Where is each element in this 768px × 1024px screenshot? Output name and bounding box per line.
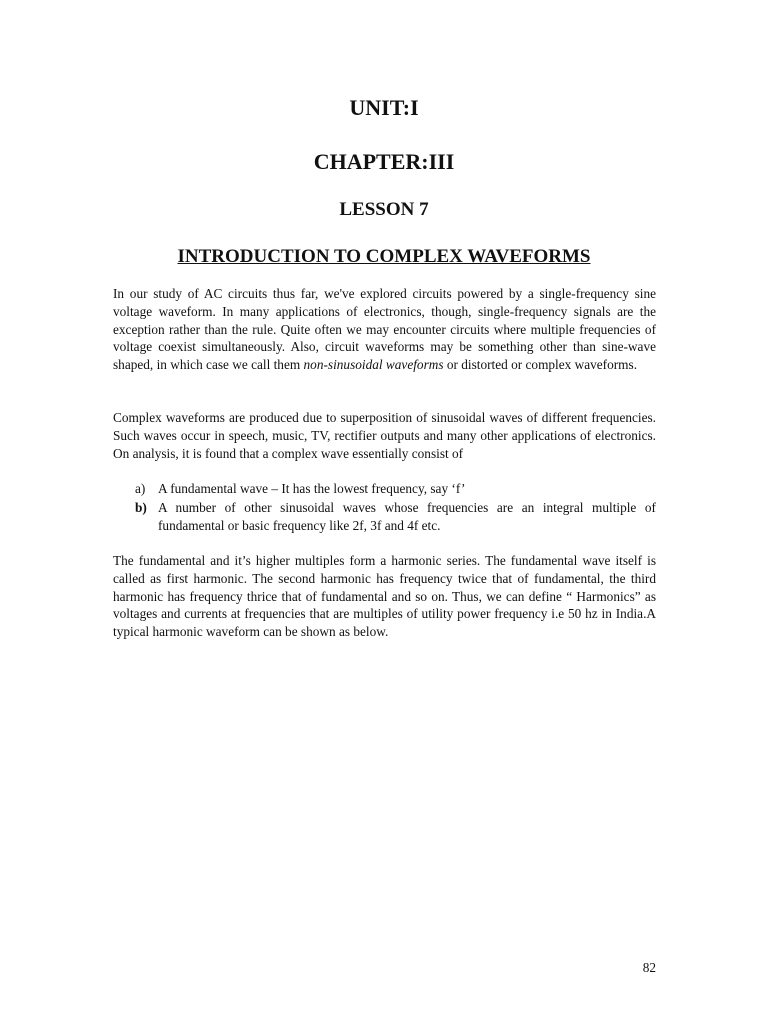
list-item <box>135 499 656 535</box>
list-item <box>135 480 656 498</box>
intro-paragraph-end: or distorted or complex waveforms. <box>443 357 638 373</box>
complex-waveforms-paragraph: Complex waveforms are produced due to superposition of sinusoidal waves of different frequencies. Such waves occur in speech, music, TV, rectifier outputs and many other applications of electronics. On analysis, it is found that a complex wave essentially consist of <box>113 410 656 461</box>
list-item-marker: a) <box>135 481 146 496</box>
chapter-heading: CHAPTER:III <box>313 149 455 174</box>
intro-paragraph-text: In our study of AC circuits thus far, we've explored circuits powered by a single-frequency sine voltage waveform. In many applications of electronics, though, single-frequency signals are the exception rather than the rule. Quite often we may encounter circuits where multiple frequencies of voltage coexist simultaneously. Also, circuit waveforms may be something other than sine-wave shaped, in which case we call them <box>113 286 656 373</box>
harmonics-paragraph: The fundamental and it’s higher multiples form a harmonic series. The fundamental wave itself is called as first harmonic. The second harmonic has frequency twice that of fundamental, the third harmonic has frequency thrice that of fundamental and so on. Thus, we can define “ Harmonics” as voltages and currents at frequencies that are multiples of utility power frequency i.e 50 hz in India.A typical harmonic waveform can be shown as below. <box>113 553 656 640</box>
list-item-text: A number of other sinusoidal waves whose frequencies are an integral multiple of fundamental or basic frequency like 2f, 3f and 4f etc. <box>158 500 656 533</box>
list-item-text: A fundamental wave – It has the lowest frequency, say ‘f’ <box>158 481 466 496</box>
list-item-marker: b) <box>135 500 147 515</box>
unit-heading: UNIT:I <box>349 95 419 120</box>
intro-paragraph <box>113 285 656 374</box>
lesson-title: INTRODUCTION TO COMPLEX WAVEFORMS <box>177 246 591 267</box>
page-number: 82 <box>642 960 656 975</box>
lesson-heading: LESSON 7 <box>339 199 429 220</box>
intro-paragraph-emphasis: non-sinusoidal waveforms <box>303 357 444 373</box>
